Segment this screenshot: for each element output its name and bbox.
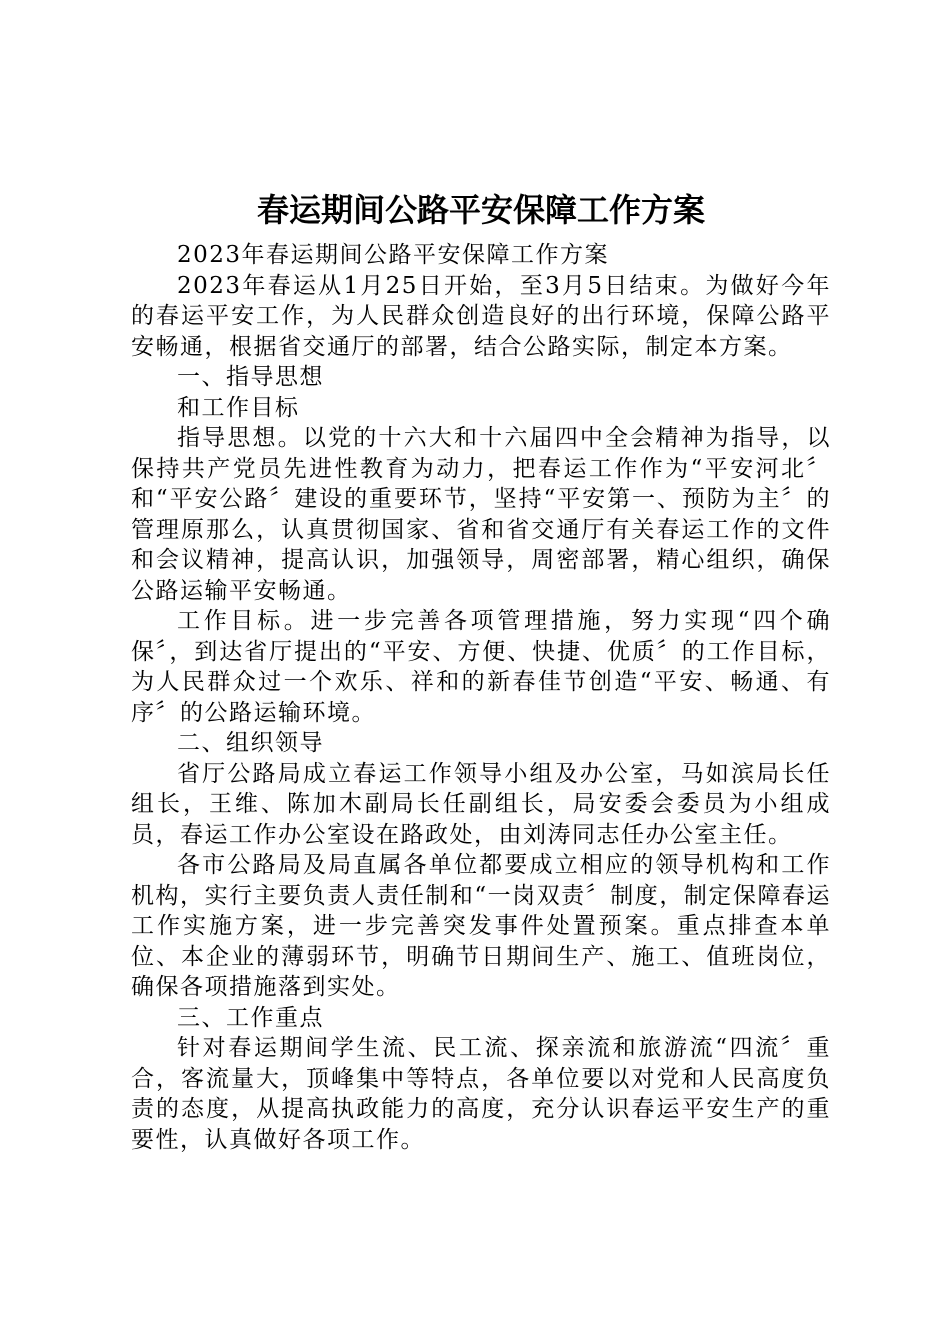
document-title: 春运期间公路平安保障工作方案 [256, 191, 705, 229]
section-heading-guiding-ideology: 一、指导思想 [177, 364, 324, 390]
section-heading-continuation: 和工作目标 [177, 394, 300, 421]
section-heading-work-focus: 三、工作重点 [177, 1004, 324, 1031]
section-heading-organization: 二、组织领导 [177, 730, 324, 756]
organization-paragraph-1: 省厅公路局成立春运工作领导小组及办公室，马如滨局长任组长，王维、陈加木副局长任副组长，局安委会委员为小组成员，春运工作办公室设在路政处，由刘涛同志任办公室主任。 [131, 760, 831, 848]
document-page [131, 180, 831, 1155]
subtitle-paragraph: 2023年春运期间公路平安保障工作方案 [177, 242, 610, 268]
intro-paragraph: 2023年春运从1月25日开始，至3月5日结束。为做好今年的春运平安工作，为人民群众创造良好的出行环境，保障公路平安畅通，根据省交通厅的部署，结合公路实际，制定本方案。 [131, 272, 831, 360]
organization-paragraph-2: 各市公路局及局直属各单位都要成立相应的领导机构和工作机构，实行主要负责人责任制和“一岗双责〞制度，制定保障春运工作实施方案，进一步完善突发事件处置预案。重点排查本单位、本企业的薄弱环节，明确节日期间生产、施工、值班岗位，确保各项措施落到实处。 [131, 852, 831, 1000]
work-goal-paragraph: 工作目标。进一步完善各项管理措施，努力实现“四个确保〞，到达省厅提出的“平安、方便、快捷、优质〞的工作目标，为人民群众过一个欢乐、祥和的新春佳节创造“平安、畅通、有序〞的公路运输环境。 [131, 608, 831, 726]
guiding-ideology-paragraph: 指导思想。以党的十六大和十六届四中全会精神为指导，以保持共产党员先进性教育为动力，把春运工作作为“平安河北〞和“平安公路〞建设的重要环节，坚持“平安第一、预防为主〞的管理原那么，认真贯彻国家、省和省交通厅有关春运工作的文件和会议精神，提高认识，加强领导，周密部署，精心组织，确保公路运输平安畅通。 [131, 425, 831, 604]
work-focus-paragraph: 针对春运期间学生流、民工流、探亲流和旅游流“四流〞重合，客流量大，顶峰集中等特点，各单位要以对党和人民高度负责的态度，从提高执政能力的高度，充分认识春运平安生产的重要性，认真做好各项工作。 [131, 1035, 831, 1153]
